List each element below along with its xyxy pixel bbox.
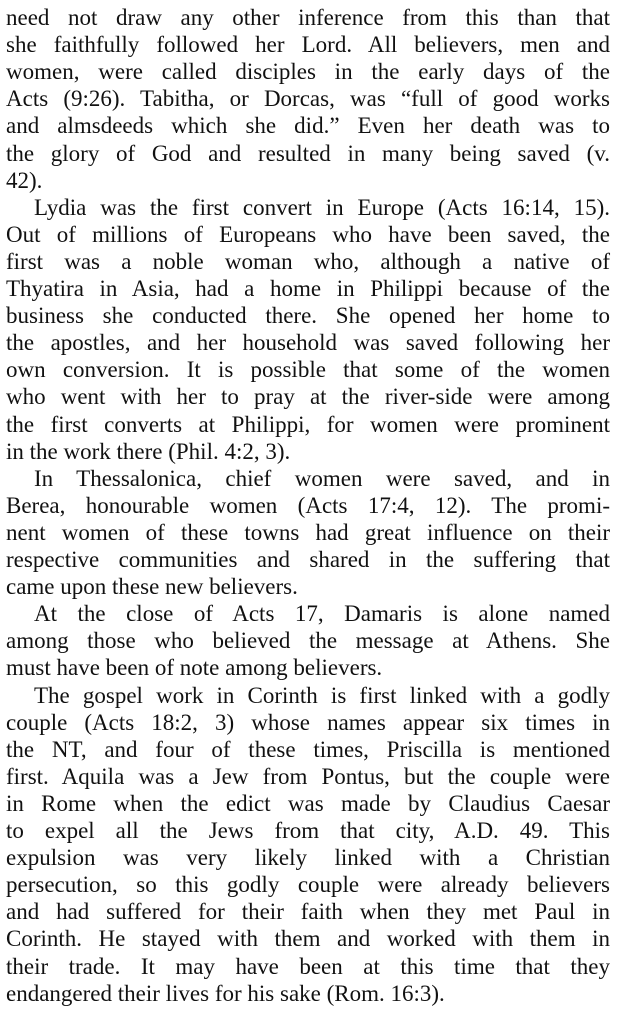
text-line: the apostles, and her household was saved following her (6, 330, 610, 356)
text-line: Thyatira in Asia, had a home in Philippi because of the (6, 276, 610, 301)
paragraph-first-line: In Thessalonica, chief women were saved, and in (34, 465, 610, 491)
text-line: the NT, and four of these times, Priscilla is mentioned (6, 736, 610, 762)
text-line: their trade. It may have been at this time that they (6, 953, 610, 979)
text-line: Corinth. He stayed with them and worked with them in (6, 926, 610, 952)
text-line: business she conducted there. She opened her home to (6, 303, 610, 329)
text-line: first was a noble woman who, although a native of (6, 248, 610, 274)
text-line: 42). (6, 167, 43, 193)
text-line: respective communities and shared in the suffering that (6, 547, 610, 572)
text-line: the glory of God and resulted in many being saved (v. (6, 140, 610, 166)
text-line: couple (Acts 18:2, 3) whose names appear six times in (6, 709, 610, 735)
paragraph-first-line: Lydia was the first convert in Europe (Acts 16:14, 15). (34, 194, 610, 220)
text-line: she faithfully followed her Lord. All believers, men and (6, 32, 610, 58)
text-line: in Rome when the edict was made by Claudius Caesar (6, 790, 610, 816)
text-line: the first converts at Philippi, for women were prominent (6, 411, 610, 437)
text-line: who went with her to pray at the river-side were among (6, 384, 610, 410)
text-line: among those who believed the message at Athens. She (6, 628, 610, 654)
text-line: in the work there (Phil. 4:2, 3). (6, 438, 291, 464)
text-line: Out of millions of Europeans who have been saved, the (6, 221, 610, 247)
text-line: need not draw any other inference from this than that (6, 5, 610, 30)
text-line: expulsion was very likely linked with a Christian (6, 845, 610, 871)
paragraph-first-line: The gospel work in Corinth is first linked with a godly (34, 682, 610, 708)
text-line: first. Aquila was a Jew from Pontus, but the couple were (6, 763, 610, 789)
text-line: nent women of these towns had great influence on their (6, 519, 610, 545)
text-line: Berea, honourable women (Acts 17:4, 12). The promi- (6, 492, 610, 518)
text-line: to expel all the Jews from that city, A.D. 49. This (6, 818, 610, 843)
text-line: own conversion. It is possible that some of the women (6, 357, 610, 383)
text-line: and had suffered for their faith when they met Paul in (6, 899, 610, 925)
text-line: persecution, so this godly couple were already believers (6, 872, 610, 898)
text-line: came upon these new believers. (6, 574, 298, 600)
text-line: and almsdeeds which she did.” Even her death was to (6, 113, 610, 139)
text-line: women, were called disciples in the early days of the (6, 59, 610, 85)
text-line: must have been of note among believers. (6, 655, 383, 681)
text-line: Acts (9:26). Tabitha, or Dorcas, was “full of good works (6, 86, 610, 112)
text-line: endangered their lives for his sake (Rom. 16:3). (6, 980, 445, 1006)
paragraph-first-line: At the close of Acts 17, Damaris is alone named (34, 601, 610, 627)
